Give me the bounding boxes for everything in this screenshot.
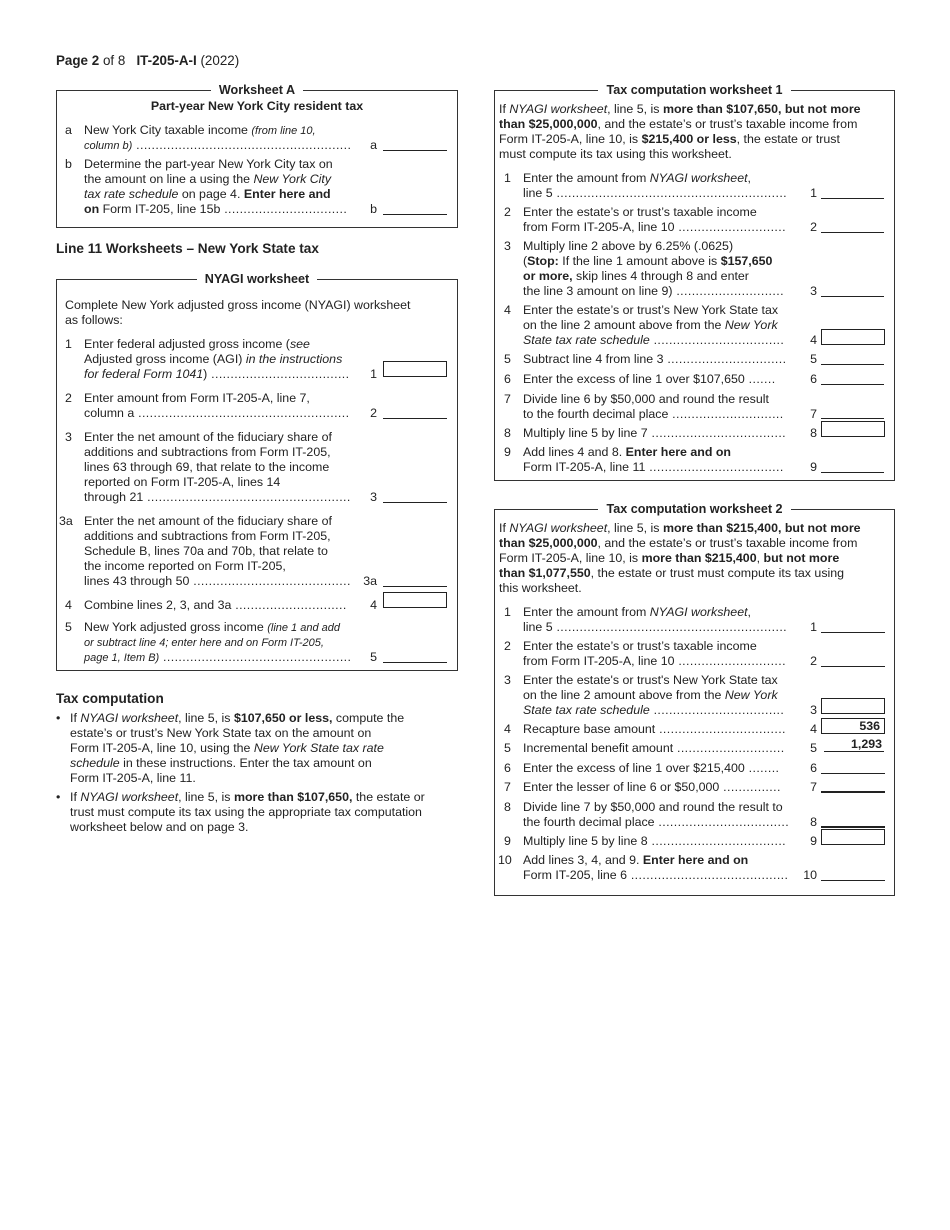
tcw1-line-8-input[interactable] (821, 421, 885, 437)
tax-computation-worksheet-2-box (494, 502, 895, 896)
page-prefix: Page (56, 53, 89, 68)
line-a-text-1: New York City taxable income (from line 10, (84, 123, 316, 137)
nyagi-line-4-input[interactable] (383, 592, 447, 608)
nyagi-line-3a-num: 3a (59, 514, 73, 528)
tcw1-line-2-text-1: Enter the estate’s or trust’s taxable income (523, 205, 757, 219)
tcw1-line-7-text-2: to the fourth decimal place ............................. (523, 407, 784, 421)
tcw2-line-7-num: 7 (504, 780, 511, 794)
worksheet-a-subtitle: Part-year New York City resident tax (150, 99, 364, 113)
nyagi-line-3-num: 3 (65, 430, 72, 444)
nyagi-line-3-input[interactable] (383, 488, 447, 503)
tcw1-line-8-text: Multiply line 5 by line 7 ................................... (523, 426, 787, 440)
tcw2-line-1-text-1: Enter the amount from NYAGI worksheet, (523, 605, 751, 619)
worksheet-a-title: Worksheet A (211, 83, 303, 97)
tcw2-line-5-label: 5 (810, 741, 817, 755)
tcw2-line-8-text-1: Divide line 7 by $50,000 and round the result to (523, 800, 783, 814)
tcw2-line-9-text: Multiply line 5 by line 8 ................................... (523, 834, 787, 848)
nyagi-line-2-num: 2 (65, 391, 72, 405)
line11-heading: Line 11 Worksheets – New York State tax (56, 241, 319, 256)
tcw2-line-5-num: 5 (504, 741, 511, 755)
line-a-text-2: column b) ........................................................ (84, 138, 352, 152)
tcw2-line-1-label: 1 (810, 620, 817, 634)
tc-bullet-2-line-3: worksheet below and on page 3. (70, 820, 249, 834)
tcw2-line-7-text: Enter the lesser of line 6 or $50,000 ............... (523, 780, 781, 794)
tcw2-line-2-label: 2 (810, 654, 817, 668)
tcw1-line-9-label: 9 (810, 460, 817, 474)
tcw2-line-9-label: 9 (810, 834, 817, 848)
nyagi-line-4-text: Combine lines 2, 3, and 3a ............................. (84, 598, 347, 612)
tcw1-line-4-num: 4 (504, 303, 511, 317)
nyagi-line-3a-label: 3a (363, 574, 377, 588)
tcw2-line-2-input[interactable] (821, 652, 885, 667)
tcw2-intro-4: than $1,077,550, the estate or trust must compute its tax using (499, 566, 845, 580)
nyagi-line-3a-text-3: Schedule B, lines 70a and 70b, that relate to (84, 544, 328, 558)
tcw1-line-9-input[interactable] (821, 458, 884, 473)
tcw1-line-3-text-2: (Stop: If the line 1 amount above is $157,650 (523, 254, 773, 268)
tcw2-line-3-num: 3 (504, 673, 511, 687)
nyagi-line-3a-text-5: lines 43 through 50 ......................................... (84, 574, 351, 588)
tcw1-line-7-label: 7 (810, 407, 817, 421)
nyagi-line-3a-text-2: additions and subtractions from Form IT-205, (84, 529, 331, 543)
nyagi-line-1-text-2: Adjusted gross income (AGI) in the instructions (84, 352, 343, 366)
tcw1-line-3-text-3: or more, skip lines 4 through 8 and enter (523, 269, 749, 283)
nyagi-line-5-text-1: New York adjusted gross income (line 1 and add (84, 620, 340, 634)
tcw1-line-3-label: 3 (810, 284, 817, 298)
nyagi-title: NYAGI worksheet (197, 272, 318, 286)
nyagi-line-1-text-1: Enter federal adjusted gross income (see (84, 337, 310, 351)
nyagi-line-3-text-2: additions and subtractions from Form IT-205, (84, 445, 331, 459)
tcw1-line-6-label: 6 (810, 372, 817, 386)
nyagi-line-5-text-2: or subtract line 4; enter here and on Form IT-205, (84, 637, 324, 649)
tcw2-line-4-text: Recapture base amount ................................. (523, 722, 786, 736)
tcw2-line-8-num: 8 (504, 800, 511, 814)
tcw2-line-6-num: 6 (504, 761, 511, 775)
tcw2-title: Tax computation worksheet 2 (598, 502, 790, 516)
tcw2-line-3-label: 3 (810, 703, 817, 717)
tcw2-line-6-text: Enter the excess of line 1 over $215,400 ........ (523, 761, 780, 775)
tcw1-line-9-num: 9 (504, 445, 511, 459)
tcw1-line-2-label: 2 (810, 220, 817, 234)
tcw1-line-1-num: 1 (504, 171, 511, 185)
tcw2-line-6-input[interactable] (821, 759, 885, 774)
nyagi-line-2-label: 2 (370, 406, 377, 420)
nyagi-line-3-text-1: Enter the net amount of the fiduciary share of (84, 430, 332, 444)
tcw2-line-2-text-1: Enter the estate’s or trust’s taxable income (523, 639, 757, 653)
line-b-text-1: Determine the part-year New York City tax on (84, 157, 333, 171)
tcw2-line-1-text-2: line 5 ............................................................ (523, 620, 788, 634)
tcw2-line-1-input[interactable] (821, 618, 885, 633)
tcw2-line-7-input[interactable] (821, 777, 885, 793)
tcw1-line-3-text-1: Multiply line 2 above by 6.25% (.0625) (523, 239, 734, 253)
tc-bullet-1-line-4: schedule in these instructions. Enter the tax amount on (70, 756, 372, 770)
nyagi-line-1-input[interactable] (383, 361, 447, 377)
tcw1-line-1-label: 1 (810, 186, 817, 200)
tcw1-line-9-text-1: Add lines 4 and 8. Enter here and on (523, 445, 731, 459)
line-b-text-3: tax rate schedule on page 4. Enter here and (84, 187, 331, 201)
page-number: 2 (91, 53, 100, 68)
tc-bullet-1-line-3: Form IT-205-A, line 10, using the New York State tax rate (70, 741, 384, 755)
line-letter-a: a (65, 123, 72, 137)
nyagi-line-3-text-4: reported on Form IT-205-A, lines 14 (84, 475, 281, 489)
line-b-text-4: on Form IT-205, line 15b ................................ (84, 202, 348, 216)
tc-bullet-1-line-2: estate’s or trust’s New York State tax on the amount on (70, 726, 372, 740)
nyagi-line-3a-input[interactable] (383, 572, 447, 587)
tc-bullet-1-line-1: If NYAGI worksheet, line 5, is $107,650 or less, compute the (70, 711, 405, 725)
nyagi-intro-1: Complete New York adjusted gross income (NYAGI) worksheet (65, 298, 411, 312)
tcw2-line-1-num: 1 (504, 605, 511, 619)
tc-bullet-2-line-2: trust must compute its tax using the appropriate tax computation (70, 805, 422, 819)
tcw2-line-10-num: 10 (498, 853, 512, 867)
page-of: of 8 (102, 53, 126, 68)
tcw1-line-4-input[interactable] (821, 329, 885, 345)
tcw2-line-3-text-1: Enter the estate's or trust's New York State tax (523, 673, 778, 687)
tcw1-line-2-text-2: from Form IT-205-A, line 10 ............................ (523, 220, 786, 234)
tcw1-line-7-text-1: Divide line 6 by $50,000 and round the result (523, 392, 769, 406)
form-year: (2022) (200, 53, 240, 68)
line-a-input[interactable] (383, 136, 447, 151)
tcw1-line-8-label: 8 (810, 426, 817, 440)
tcw2-line-3-text-3: State tax rate schedule .................................. (523, 703, 785, 717)
tcw1-line-5-text: Subtract line 4 from line 3 ............................... (523, 352, 787, 366)
tcw1-intro-1: If NYAGI worksheet, line 5, is more than $107,650, but not more (499, 102, 861, 116)
nyagi-line-3-text-5: through 21 ..................................................... (84, 490, 351, 504)
tcw1-line-2-input[interactable] (821, 218, 884, 233)
bullet-2: • (56, 790, 61, 804)
nyagi-line-2-text-2: column a ....................................................... (84, 406, 350, 420)
tcw2-line-9-num: 9 (504, 834, 511, 848)
tcw1-line-6-input[interactable] (821, 370, 884, 385)
tcw2-line-4-value: 536 (821, 718, 885, 734)
tcw1-line-8-num: 8 (504, 426, 511, 440)
tcw2-line-2-num: 2 (504, 639, 511, 653)
tcw2-line-10-input[interactable] (821, 866, 885, 881)
line-b-text-2: the amount on line a using the New York City (84, 172, 332, 186)
nyagi-line-3a-text-1: Enter the net amount of the fiduciary share of (84, 514, 332, 528)
tcw1-line-2-num: 2 (504, 205, 511, 219)
tcw2-line-6-label: 6 (810, 761, 817, 775)
nyagi-line-2-text-1: Enter amount from Form IT-205-A, line 7, (84, 391, 310, 405)
nyagi-line-5-label: 5 (370, 650, 377, 664)
tcw2-line-5-text: Incremental benefit amount ............................ (523, 741, 785, 755)
nyagi-line-2-input[interactable] (383, 404, 447, 419)
tcw1-line-5-input[interactable] (821, 350, 884, 365)
tcw1-line-4-text-2: on the line 2 amount above from the New York (523, 318, 778, 332)
line-b-label: b (370, 202, 377, 216)
nyagi-line-3-label: 3 (370, 490, 377, 504)
tcw1-title: Tax computation worksheet 1 (598, 83, 790, 97)
nyagi-line-4-num: 4 (65, 598, 72, 612)
tcw2-line-7-label: 7 (810, 780, 817, 794)
tcw2-line-8-text-2: the fourth decimal place .................................. (523, 815, 790, 829)
tcw2-line-4-num: 4 (504, 722, 511, 736)
line-b-input[interactable] (383, 200, 447, 215)
nyagi-worksheet-box (56, 272, 458, 671)
tcw2-intro-3: Form IT-205-A, line 10, is more than $215,400, but not more (499, 551, 840, 565)
nyagi-line-5-input[interactable] (383, 648, 447, 663)
tcw2-line-4-label: 4 (810, 722, 817, 736)
nyagi-line-3-text-3: lines 63 through 69, that relate to the income (84, 460, 330, 474)
tcw2-line-10-text-1: Add lines 3, 4, and 9. Enter here and on (523, 853, 749, 867)
worksheet-a-box (56, 83, 458, 228)
tcw1-line-3-input[interactable] (821, 282, 884, 297)
tcw1-line-6-num: 6 (504, 372, 511, 386)
tcw2-line-8-label: 8 (810, 815, 817, 829)
tcw2-line-8-input[interactable] (821, 812, 885, 828)
tcw1-intro-4: must compute its tax using this worksheet. (499, 147, 732, 161)
tax-computation-worksheet-1-box (494, 83, 895, 481)
tcw1-line-1-input[interactable] (821, 184, 884, 199)
nyagi-line-1-label: 1 (370, 367, 377, 381)
tcw1-line-6-text: Enter the excess of line 1 over $107,650 ....... (523, 372, 776, 386)
tc-bullet-2-line-1: If NYAGI worksheet, line 5, is more than $107,650, the estate or (70, 790, 425, 804)
tcw2-intro-1: If NYAGI worksheet, line 5, is more than $215,400, but not more (499, 521, 861, 535)
tcw1-line-4-text-1: Enter the estate’s or trust’s New York State tax (523, 303, 779, 317)
tcw1-line-4-text-3: State tax rate schedule .................................. (523, 333, 785, 347)
nyagi-line-5-text-3: page 1, Item B) ................................................. (84, 650, 352, 664)
tcw2-line-10-text-2: Form IT-205, line 6 ......................................... (523, 868, 789, 882)
tcw2-line-3-input[interactable] (821, 698, 885, 714)
tcw1-intro-2: than $25,000,000, and the estate’s or trust’s taxable income from (499, 117, 858, 131)
tcw2-intro-5: this worksheet. (499, 581, 582, 595)
tcw1-line-1-text-2: line 5 ............................................................ (523, 186, 788, 200)
tcw1-line-7-num: 7 (504, 392, 511, 406)
tcw1-line-9-text-2: Form IT-205-A, line 11 ................................... (523, 460, 784, 474)
nyagi-line-3a-text-4: the income reported on Form IT-205, (84, 559, 286, 573)
nyagi-line-1-text-3: for federal Form 1041) .................................... (84, 367, 350, 381)
tax-computation-heading: Tax computation (56, 691, 164, 706)
tcw2-line-5-value: 1,293 (850, 737, 882, 751)
tcw1-intro-3: Form IT-205-A, line 10, is $215,400 or less, the estate or trust (499, 132, 840, 146)
tc-bullet-1-line-5: Form IT-205-A, line 11. (70, 771, 196, 785)
tcw1-line-3-text-4: the line 3 amount on line 9) ............................ (523, 284, 784, 298)
tcw1-line-4-label: 4 (810, 333, 817, 347)
bullet-1: • (56, 711, 61, 725)
tcw1-line-7-input[interactable] (821, 404, 884, 419)
tcw1-line-5-num: 5 (504, 352, 511, 366)
nyagi-intro-2: as follows: (65, 313, 123, 327)
page-header (56, 53, 239, 68)
tcw1-line-5-label: 5 (810, 352, 817, 366)
form-id: IT-205-A-I (136, 53, 197, 68)
line-a-label: a (370, 138, 377, 152)
line-letter-b: b (65, 157, 72, 171)
tcw2-intro-2: than $25,000,000, and the estate’s or trust’s taxable income from (499, 536, 858, 550)
nyagi-line-1-num: 1 (65, 337, 72, 351)
nyagi-line-4-label: 4 (370, 598, 377, 612)
tcw2-line-2-text-2: from Form IT-205-A, line 10 ............................ (523, 654, 786, 668)
nyagi-line-5-num: 5 (65, 620, 72, 634)
tcw1-line-1-text-1: Enter the amount from NYAGI worksheet, (523, 171, 751, 185)
tcw2-line-3-text-2: on the line 2 amount above from the New York (523, 688, 778, 702)
tcw2-line-10-label: 10 (803, 868, 817, 882)
tcw2-line-9-input[interactable] (821, 829, 885, 845)
tcw1-line-3-num: 3 (504, 239, 511, 253)
